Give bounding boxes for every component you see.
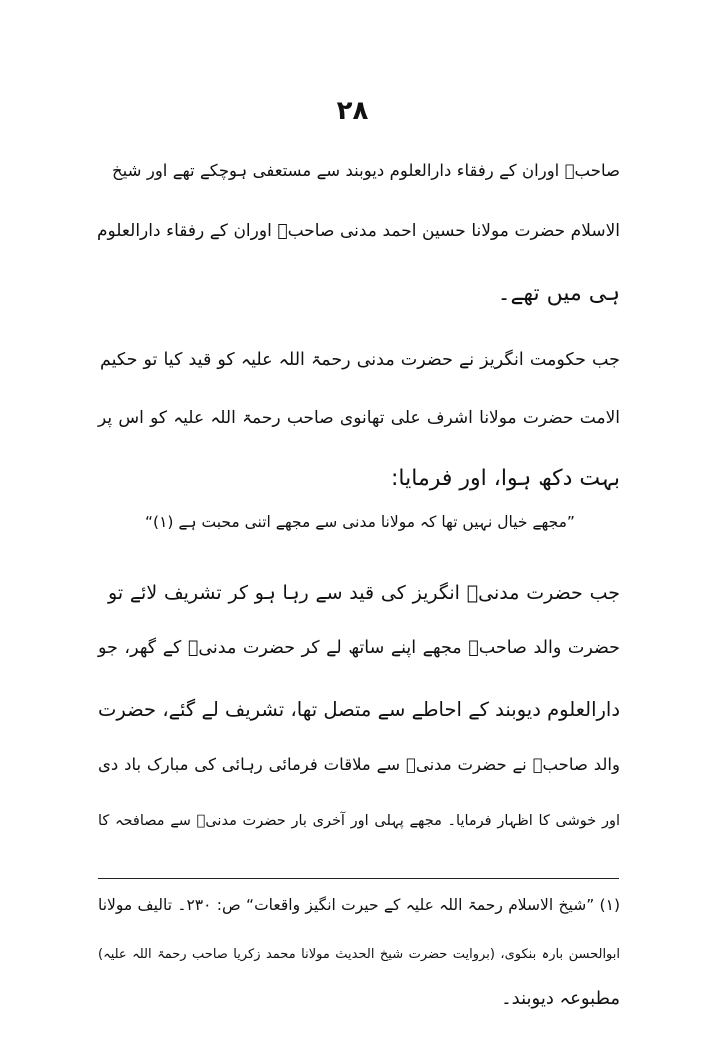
body-line: الاسلام حضرت مولانا حسین احمد مدنی صاحبؒ اوران کے رفقاء دارالعلوم xyxy=(97,221,620,241)
body-line: ہی میں تھے۔ xyxy=(497,281,620,306)
body-line: والد صاحبؒ نے حضرت مدنیؒ سے ملاقات فرمائی رہائی کی مبارک باد دی xyxy=(98,755,620,774)
body-line: جب حضرت مدنیؒ انگریز کی قید سے رہا ہو کر تشریف لائے تو xyxy=(108,582,620,604)
footnote-line: ابوالحسن بارہ بنکوی، (بروایت حضرت شیخ الحدیث مولانا محمد زکریا صاحب رحمۃ اللہ علیہ) xyxy=(98,947,620,962)
footnote-line: مطبوعہ دیوبند۔ xyxy=(501,988,620,1009)
body-line: اور خوشی کا اظہار فرمایا۔ مجھے پہلی اور آخری بار حضرت مدنیؒ سے مصافحہ کا xyxy=(98,813,620,829)
footnote-line: (۱) ”شیخ الاسلام رحمۃ اللہ علیہ کے حیرت انگیز واقعات“ ص: ۲۳۰۔ تالیف مولانا xyxy=(98,896,620,914)
body-line: صاحبؒ اوران کے رفقاء دارالعلوم دیوبند سے مستعفی ہوچکے تھے اور شیخ xyxy=(112,161,620,180)
footnote-divider xyxy=(98,878,619,879)
body-line: جب حکومت انگریز نے حضرت مدنی رحمۃ اللہ علیہ کو قید کیا تو حکیم xyxy=(100,350,620,370)
body-line: الامت حضرت مولانا اشرف علی تھانوی صاحب رحمۃ اللہ علیہ کو اس پر xyxy=(98,408,620,428)
body-line: حضرت والد صاحبؒ مجھے اپنے ساتھ لے کر حضرت مدنیؒ کے گھر، جو xyxy=(98,638,620,658)
body-line: بہت دکھ ہوا، اور فرمایا: xyxy=(391,466,620,491)
body-line: دارالعلوم دیوبند کے احاطے سے متصل تھا، تشریف لے گئے، حضرت xyxy=(98,698,620,721)
page-number: ۲۸ xyxy=(336,96,369,126)
quote-line: ”مجھے خیال نہیں تھا کہ مولانا مدنی سے مجھے اتنی محبت ہے (۱)“ xyxy=(145,513,575,531)
